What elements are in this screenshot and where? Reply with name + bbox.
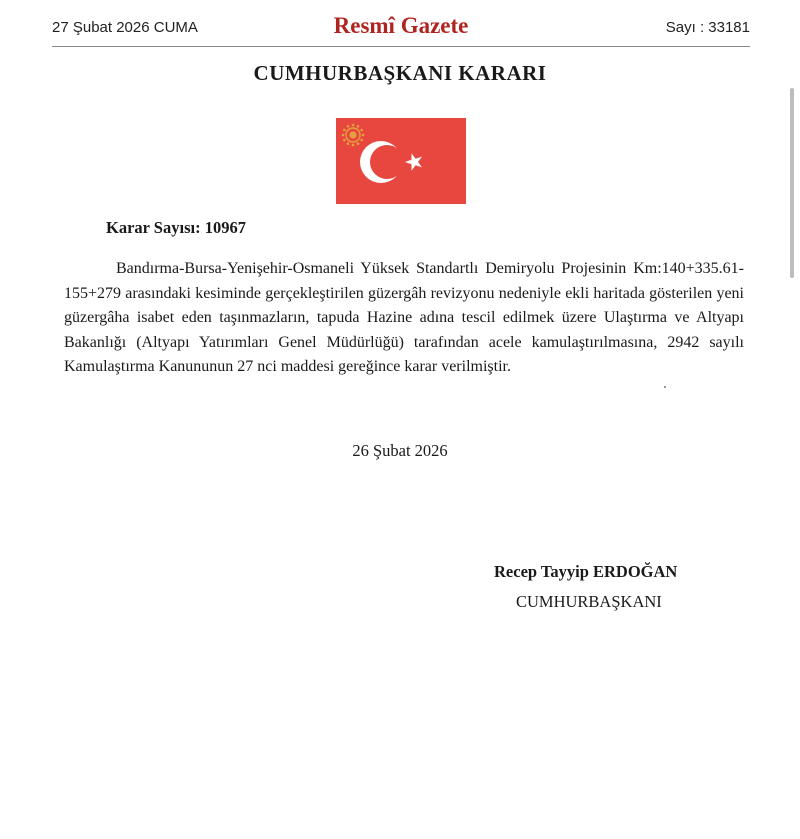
scrollbar-thumb[interactable]	[790, 88, 794, 278]
signer-name: Recep Tayyip ERDOĞAN	[494, 562, 678, 581]
signature-date: 26 Şubat 2026	[352, 441, 448, 460]
document-title: CUMHURBAŞKANI KARARI	[253, 61, 547, 85]
decision-number: Karar Sayısı: 10967	[106, 218, 246, 237]
signer-title: CUMHURBAŞKANI	[516, 592, 662, 611]
decision-body: Bandırma-Bursa-Yenişehir-Osmaneli Yüksek Standartlı Demiryolu Projesinin Km:140+335.61-155+279 arasındaki kesiminde gerçekleştirilen güzergâh revizyonu nedeniyle ekli haritada gösterilen yeni güzergâha isabet eden taşınmazların, tapuda Hazine adına tescil edilmek üzere Ulaştırma ve Altyapı Bakanlığı (Altyapı Yatırımları Genel Müdürlüğü) tarafından acele kamulaştırılmasına, 2942 sayılı Kamulaştırma Kanununun 27 nci maddesi gereğince karar verilmiştir.	[64, 260, 744, 375]
turkish-flag-emblem-icon	[336, 118, 466, 204]
gazette-header	[52, 10, 750, 47]
header-date: 27 Şubat 2026 CUMA	[52, 19, 198, 36]
publication-title: Resmî Gazete	[333, 13, 469, 38]
stray-mark	[664, 386, 666, 388]
issue-number: Sayı : 33181	[665, 19, 750, 36]
